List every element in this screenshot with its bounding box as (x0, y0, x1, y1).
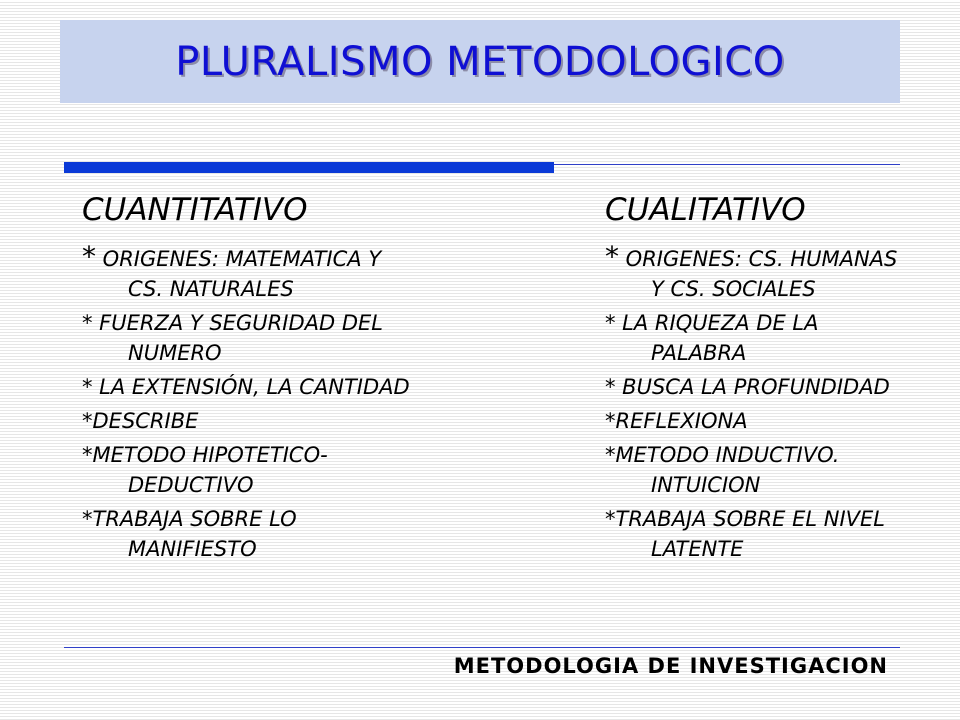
list-item-text: *METODO INDUCTIVO. INTUICION (605, 443, 840, 497)
divider-line-bottom (64, 647, 900, 648)
list-item (605, 372, 905, 402)
list-item-text: * LA RIQUEZA DE LA PALABRA (605, 311, 819, 365)
bullet-star: * (605, 240, 619, 273)
list-item (605, 308, 905, 368)
list-item (82, 406, 422, 436)
list-item (82, 440, 422, 500)
column-cuantitativo (82, 188, 422, 568)
list-item (605, 406, 905, 436)
list-item-text: * BUSCA LA PROFUNDIDAD (605, 375, 890, 399)
list-item-text: *DESCRIBE (82, 409, 199, 433)
list-item (605, 242, 905, 304)
footer-text: METODOLOGIA DE INVESTIGACION (453, 654, 888, 678)
column-cualitativo (605, 188, 905, 568)
list-item-text: *TRABAJA SOBRE EL NIVEL LATENTE (605, 507, 885, 561)
bullet-star: * (82, 240, 96, 273)
list-item (82, 504, 422, 564)
list-item (82, 242, 422, 304)
list-item (605, 440, 905, 500)
list-item-text: * LA EXTENSIÓN, LA CANTIDAD (82, 375, 410, 399)
column-heading-cualitativo: CUALITATIVO (605, 192, 806, 228)
accent-bar (64, 162, 554, 173)
list-item-text: ORIGENES: MATEMATICA Y CS. NATURALES (96, 247, 382, 301)
list-item-text: ORIGENES: CS. HUMANAS Y CS. SOCIALES (619, 247, 898, 301)
divider-line-top (554, 164, 900, 165)
list-item (82, 372, 422, 402)
list-item (605, 504, 905, 564)
title-band (60, 20, 900, 103)
list-item (82, 308, 422, 368)
list-item-text: *TRABAJA SOBRE LO MANIFIESTO (82, 507, 297, 561)
list-item-text: *METODO HIPOTETICO-DEDUCTIVO (82, 443, 328, 497)
list-item-text: *REFLEXIONA (605, 409, 748, 433)
slide-title: PLURALISMO METODOLOGICO (175, 38, 785, 85)
column-heading-cuantitativo: CUANTITATIVO (82, 192, 308, 228)
list-item-text: * FUERZA Y SEGURIDAD DEL NUMERO (82, 311, 383, 365)
